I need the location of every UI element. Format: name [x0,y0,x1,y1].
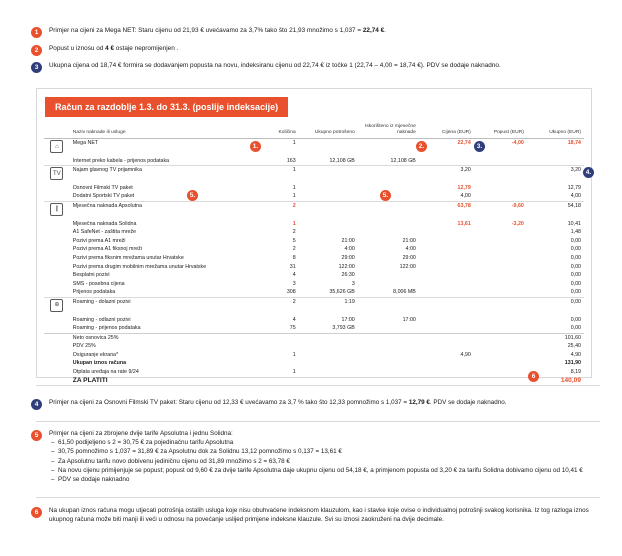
summary-total: 131,90 [564,360,581,367]
cell-name: Pozivi prema drugim mobilnim mrežama unutar Hrvatske [72,263,207,270]
cell-price [419,297,474,315]
col-discount: Popust (EUR) [474,124,527,139]
house-icon: ⌂ [44,139,70,157]
cell-name: Mega NET [72,140,99,146]
cell-qty: 1 [292,140,296,146]
divider-2 [36,421,600,422]
cell-price [419,254,474,263]
cell-total: 0,00 [570,254,581,261]
summary-used [299,359,358,368]
table-row [44,184,584,193]
cell-price: 4,00 [460,193,471,200]
cell-name: Roaming - odlazni pozivi [72,316,131,323]
summary-used [299,333,358,342]
cell-qty: 75 [289,325,296,332]
table-row [44,139,584,157]
cell-total: 0,00 [570,325,581,332]
pay-spacer [44,377,70,386]
cell-name: Roaming - dolazni pozivi [70,297,250,315]
cell-discount [474,245,527,254]
cell-price [419,280,474,289]
row-icon-spacer [44,237,70,246]
cell-total: 4,00 [570,193,581,200]
bottom-note-5-list [49,438,594,484]
row-icon-spacer [44,263,70,272]
summary-row [44,359,584,368]
cell-total: 0,00 [570,316,581,323]
cell-total: 0,00 [570,237,581,244]
summary-discount [474,351,527,360]
cell-qty: 1 [292,184,296,191]
cell-qty: 2 [292,246,296,253]
note-badge-1: 1 [31,27,42,38]
summary-discount [474,368,527,377]
pay-qty [249,377,298,386]
bottom-note-4 [49,398,589,407]
summary-price [419,333,474,342]
summary-excluded [358,368,419,377]
cell-used [299,201,358,219]
cell-discount [474,324,527,333]
cell-price [419,271,474,280]
table-row [44,254,584,263]
summary-total: 8,19 [570,369,581,376]
list-item: – 30,75 pomnožimo s 1,037 = 31,89 € za Apsolutnu dok za Solidnu 13,12 pomnožimo s 0,137 = 13,61 € [58,447,594,456]
cell-total: 0,00 [570,246,581,253]
summary-label: Otplata uređaja na rate 9/24 [72,369,139,376]
summary-label: Osiguranje ekrana* [72,351,119,358]
cell-price: 22,74 [457,140,471,146]
pay-used [299,377,358,386]
cell-excluded: 8,006 MB [393,289,416,296]
col-used: Ukupno potrošeno [299,124,358,139]
invoice-card [36,88,592,384]
summary-total: 101,60 [527,333,584,342]
cell-used: 21:00 [341,237,355,244]
pay-excluded [358,377,419,386]
cell-excluded [358,324,419,333]
cell-used: 29:00 [341,254,355,261]
cell-excluded [358,297,419,315]
bottom-note-4-bold: 12,79 € [408,399,430,406]
cell-discount: -4,00 [511,140,524,146]
table-row [44,271,584,280]
table-row [44,192,584,201]
cell-name: Internet preko kabela - prijenos podataka [72,157,170,164]
cell-name: Pozivi prema fiksnim mrežama unutar Hrvatske [72,254,184,261]
summary-excluded [358,333,419,342]
cell-name: Pozivi prema A1 mreži [72,237,126,244]
col-icon [44,124,70,139]
cell-price [419,263,474,272]
cell-total: 0,00 [527,297,584,315]
cell-excluded: 12,108 GB [390,157,416,164]
col-qty: Količina [249,124,298,139]
summary-discount [474,342,527,351]
top-note-1-text: Primjer na cijeni za Mega NET: Staru cijenu od 21,93 € uvećavamo za 3,7% tako što 21,93 množimo s 1,037 = [49,27,363,34]
summary-row [44,351,584,360]
inline-badge-5a-circle: 5. [187,190,198,201]
cell-discount [474,263,527,272]
summary-excluded [358,351,419,360]
bottom-note-4-tail: . PDV se dodaje naknadno. [429,399,507,406]
table-row [44,245,584,254]
row-icon-spacer [44,184,70,193]
summary-used [299,342,358,351]
cell-excluded [358,228,419,237]
cell-qty: 4 [292,272,296,279]
cell-qty: 3 [292,280,296,287]
cell-price: 63,78 [419,201,474,219]
list-item: – PDV se dodaje naknadno [58,475,594,484]
summary-excluded [358,342,419,351]
row-icon-spacer [44,157,70,166]
table-row [44,263,584,272]
cell-qty: 2 [249,201,298,219]
cell-total: 10,41 [567,220,581,227]
summary-label: Ukupan iznos računa [72,360,127,367]
cell-qty: 2 [249,297,298,315]
cell-price [419,228,474,237]
cell-price: 12,79 [457,184,471,191]
col-excluded: Iskorišteno iz mjesečne naknade [358,124,419,139]
cell-used: 122:00 [338,263,355,270]
cell-used [299,228,358,237]
cell-qty: 2 [292,229,296,236]
cell-discount [474,271,527,280]
cell-used [299,192,358,201]
summary-qty [249,359,298,368]
pay-row [44,377,584,386]
invoice-table [44,124,584,385]
cell-used: 35,626 GB [329,289,355,296]
divider-1 [36,385,600,386]
summary-row [44,333,584,342]
list-item: – Za Apsolutnu tarifu novo dobivenu jediničnu cijenu od 31,89 množimo s 2 = 63,78 € [58,457,594,466]
cell-price [419,237,474,246]
cell-name: Roaming - prijenos podataka [72,325,141,332]
cell-excluded [358,201,419,219]
cell-discount [474,157,527,166]
note-badge-2: 2 [31,45,42,56]
cell-price [419,245,474,254]
row-icon-spacer [44,280,70,289]
summary-qty: 1 [292,351,296,358]
table-row [44,297,584,315]
divider-3 [36,497,600,498]
cell-used: 3,793 GB [332,325,355,332]
inline-badge-3 [474,141,485,152]
cell-discount [474,184,527,193]
note-badge-5: 5 [31,430,42,441]
cell-price [419,157,474,166]
table-row [44,201,584,219]
summary-qty [249,333,298,342]
inline-badge-5a [187,190,198,201]
cell-qty: 1 [249,166,298,184]
cell-total: 54,18 [527,201,584,219]
top-note-2-text: Popust u iznosu od [49,45,106,52]
cell-excluded [358,166,419,184]
summary-row [44,342,584,351]
list-item: – Na novu cijenu primijenjuje se popust; popust od 9,60 € za dvije tarife Apsolutna daje ukupnu cijenu od 54,18 €, a primjenom popusta od 3,20 € za tarifu Solidna dobivamo cijenu od 10,41 € [58,466,594,475]
table-row [44,288,584,297]
inline-badge-1 [250,141,261,152]
cell-name: Najam glavnog TV prijamnika [70,166,250,184]
cell-excluded: 4:00 [405,246,416,253]
table-row [44,166,584,184]
cell-discount: -3,20 [511,220,524,227]
note-badge-4: 4 [31,399,42,410]
row-icon-spacer [44,324,70,333]
cell-used: 12,108 GB [329,157,355,164]
inline-badge-6 [528,371,539,382]
cell-price [419,316,474,325]
cell-used [299,220,358,229]
cell-used: 26:30 [341,272,355,279]
summary-total: 25,40 [567,343,581,350]
cell-excluded: 29:00 [402,254,416,261]
summary-label: PDV 25% [72,343,96,350]
cell-discount [474,166,527,184]
top-note-1-tail: . [384,27,386,34]
cell-discount [474,288,527,297]
bottom-note-4-text: Primjer na cijeni za Osnovni Filmski TV paket: Staru cijenu od 12,33 € uvećavamo za 3,7 % tako što 12,33 pomnožimo s 1,037 = [49,399,409,406]
col-name: Naziv naknade ili usluge [70,124,250,139]
cell-excluded: 122:00 [399,263,416,270]
inline-badge-5b [380,190,391,201]
col-price: Cijena (EUR) [419,124,474,139]
table-header-row [44,124,584,139]
inline-badge-6-circle: 6 [528,371,539,382]
summary-excluded [358,359,419,368]
cell-name: Besplatni pozivi [72,272,110,279]
cell-discount [474,192,527,201]
top-note-3 [49,61,559,70]
globe-icon: ⊕ [44,297,70,315]
cell-excluded: 17:00 [402,316,416,323]
cell-total: 1,48 [570,229,581,236]
cell-qty: 5 [292,237,296,244]
top-note-3-text: Ukupna cijena od 18,74 € formira se dodavanjem popusta na novu, indeksiranu cijenu od 22,74 € iz točke 1 (22,74 – 4,00 = 18,74 €). PDV se dodaje naknadno. [49,62,501,69]
cell-total: 18,74 [567,140,581,146]
cell-qty: 308 [286,289,296,296]
summary-price [419,359,474,368]
summary-total: 4,90 [570,351,581,358]
summary-price [419,342,474,351]
summary-used [299,368,358,377]
table-row [44,324,584,333]
summary-label: Neto osnovica 25% [70,333,250,342]
col-total: Ukupno (EUR) [527,124,584,139]
cell-excluded [358,220,419,229]
row-icon-spacer [44,220,70,229]
table-row [44,237,584,246]
table-row [44,280,584,289]
cell-price: 13,61 [457,220,471,227]
cell-used: 1:19 [299,297,358,315]
pay-amount: 140,09 [560,376,581,384]
cell-discount [474,254,527,263]
cell-excluded [358,139,419,157]
cell-name: SMS - posebna cijena [72,280,125,287]
inline-badge-3-circle: 3. [474,141,485,152]
cell-qty: 1 [292,193,296,200]
summary-discount [474,333,527,342]
summary-qty [249,342,298,351]
summary-spacer [44,342,70,351]
cell-total: 12,79 [567,184,581,191]
inline-badge-2-circle: 2. [416,141,427,152]
inline-badge-2 [416,141,427,152]
summary-price: 4,90 [460,351,471,358]
top-note-1-bold: 22,74 € [362,27,385,34]
summary-discount [474,359,527,368]
cell-discount [474,280,527,289]
summary-used [299,351,358,360]
cell-name: Mjesečna naknada Apsolutna [70,201,250,219]
table-row [44,220,584,229]
cell-discount: -9,60 [474,201,527,219]
table-row [44,228,584,237]
pay-label: ZA PLATITI [72,376,108,384]
cell-price: 3,20 [419,166,474,184]
cell-total: 0,00 [570,272,581,279]
cell-used: 4:00 [344,246,355,253]
summary-row [44,368,584,377]
cell-total: 0,00 [570,280,581,287]
inline-badge-1-circle: 1. [250,141,261,152]
cell-discount [474,316,527,325]
inline-badge-5b-circle: 5. [380,190,391,201]
top-note-2 [49,44,594,53]
row-icon-spacer [44,316,70,325]
cell-excluded [358,280,419,289]
bottom-note-6-text: Na ukupan iznos računa mogu utjecati potrošnja ostalih usluga koje nisu obuhvaćene indeksnom klauzulom, kao i stavke koje ovise o individualnoj potrošnji svakog korisnika. Iz tog razloga iznos ukupnog računa može biti manji ili veći u odnosu na povećanje uslijed primjene indeksne klauzule. Svi su iznosi zaokruženi na dvije decimale. [49,507,589,524]
phone-icon: ❙ [44,201,70,219]
row-icon-spacer [44,288,70,297]
row-icon-spacer [44,245,70,254]
pay-price [419,377,474,386]
cell-used [299,184,358,193]
inline-badge-4 [583,167,594,178]
table-row [44,157,584,166]
row-icon-spacer [44,228,70,237]
cell-used: 3 [351,280,355,287]
invoice-title: Račun za razdoblje 1.3. do 31.3. (poslije indeksacije) [45,97,288,117]
cell-name: Mjesečna naknada Solidna [72,220,137,227]
note-badge-3: 3 [31,62,42,73]
summary-spacer [44,333,70,342]
cell-excluded: 21:00 [402,237,416,244]
cell-qty: 8 [292,254,296,261]
cell-discount [474,228,527,237]
cell-total [527,157,584,166]
top-note-2-tail: ostaje nepromijenjen . [114,45,179,52]
cell-total: 3,20 [527,166,584,184]
cell-total: 0,00 [570,263,581,270]
row-icon-spacer [44,192,70,201]
cell-discount [474,237,527,246]
row-icon-spacer [44,271,70,280]
cell-qty: 31 [289,263,296,270]
cell-price [419,324,474,333]
note-badge-6: 6 [31,507,42,518]
tv-icon: TV [44,166,70,184]
cell-name: Pozivi prema A1 fiksnoj mreži [72,246,142,253]
cell-qty: 1 [292,220,296,227]
row-icon-spacer [44,254,70,263]
summary-spacer [44,368,70,377]
table-row [44,316,584,325]
summary-price [419,368,474,377]
bottom-note-5-head: Primjer na cijeni za zbrojene dvije tarife Apsolutna i jednu Solidna: [49,430,233,437]
top-note-1 [49,26,594,35]
top-note-2-bold: 4 € [105,45,115,52]
bottom-note-6 [49,506,594,524]
cell-used [299,139,358,157]
cell-name: Dodatni Sportski TV paket [72,193,135,200]
cell-discount [474,297,527,315]
summary-spacer [44,359,70,368]
cell-qty: 163 [286,157,296,164]
cell-used [299,166,358,184]
inline-badge-4-circle: 4. [583,167,594,178]
pay-discount [474,377,527,386]
list-item: – 61,50 podijeljeno s 2 = 30,75 € za pojedinačnu tarifu Apsolutna [58,438,594,447]
cell-name: Osnovni Filmski TV paket [72,184,133,191]
cell-qty: 4 [292,316,296,323]
cell-total: 0,00 [570,289,581,296]
cell-price [419,288,474,297]
cell-name: Prijenos podataka [72,289,116,296]
summary-qty: 1 [292,369,296,376]
cell-name: A1 SafeNet - zaštita mreže [72,229,137,236]
summary-spacer [44,351,70,360]
bottom-note-5 [49,429,594,484]
cell-used: 17:00 [341,316,355,323]
cell-excluded [358,271,419,280]
